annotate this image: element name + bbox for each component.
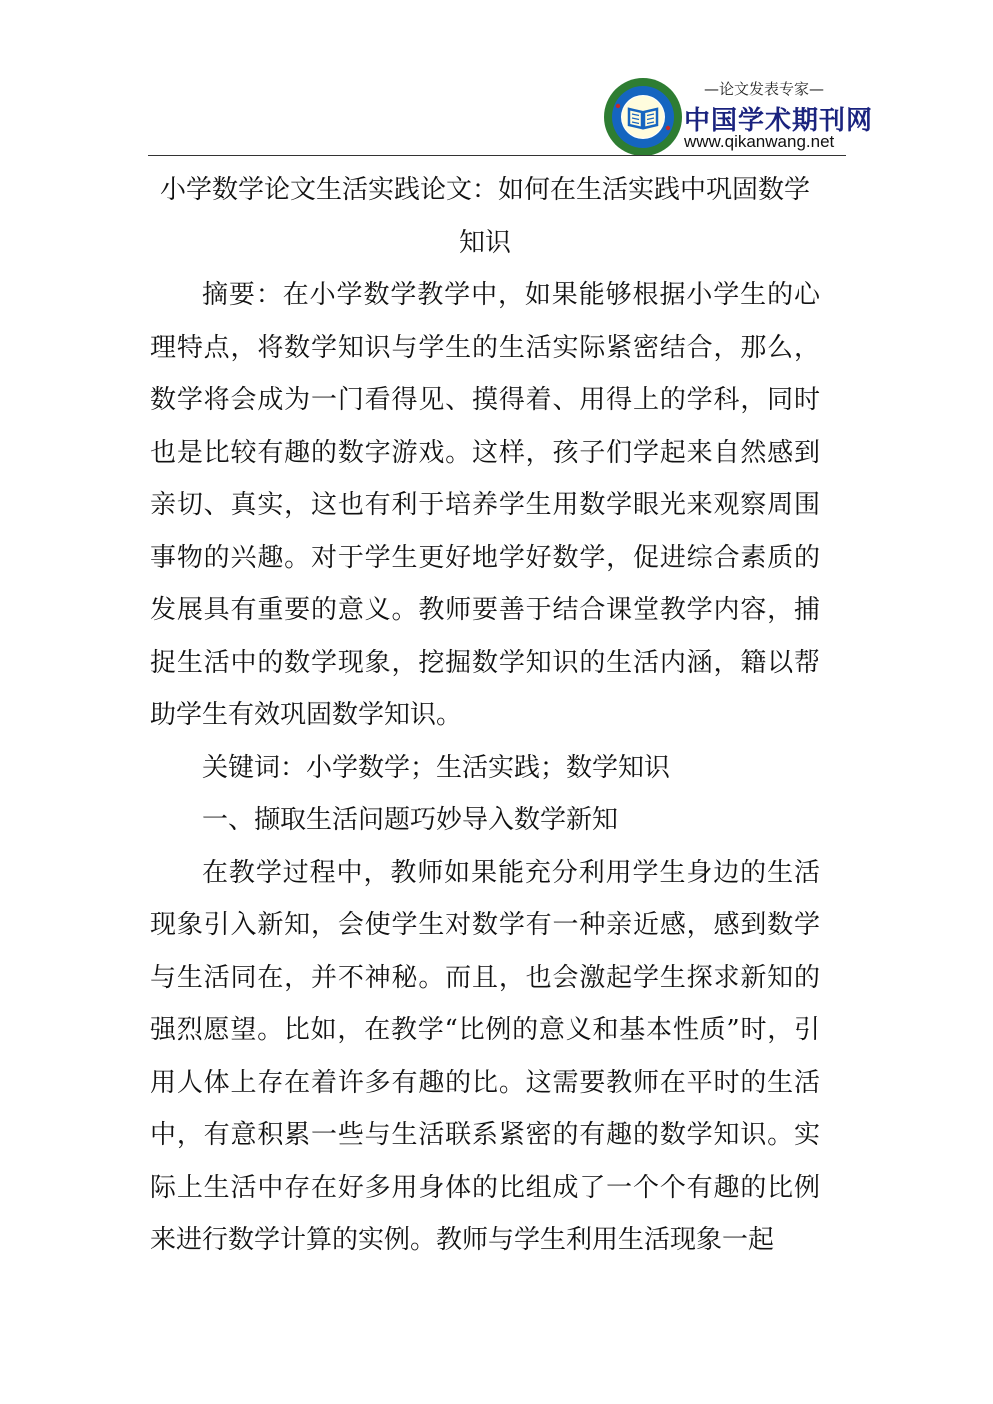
document-title: 小学数学论文生活实践论文：如何在生活实践中巩固数学知识	[159, 175, 810, 258]
logo-brand-url: www.qikanwang.net	[684, 132, 835, 151]
body-paragraph: 在教学过程中，教师如果能充分利用学生身边的生活现象引入新知，会使学生对数学有一种亲近感，感到数学与生活同在，并不神秘。而且，也会激起学生探求新知的强烈愿望。比如，在教学“比例的意义和基本性质”时，引用人体上存在着许多有趣的比。这需要教师在平时的生活中，有意积累一些与生活联系紧密的有趣的数学知识。实际上生活中存在好多用身体的比组成了一个个有趣的比例来进行数学计算的实例。教师与学生利用生活现象一起	[150, 857, 820, 1255]
logo-brand-name: 中国学术期刊网	[684, 106, 874, 136]
abstract-paragraph: 摘要：在小学数学教学中，如果能够根据小学生的心理特点，将数学知识与学生的生活实际紧密结合，那么，数学将会成为一门看得见、摸得着、用得上的学科，同时也是比较有趣的数字游戏。这样，孩子们学起来自然感到亲切、真实，这也有利于培养学生用数学眼光来观察周围事物的兴趣。对于学生更好地学好数学，促进综合素质的发展具有重要的意义。教师要善于结合课堂教学内容，捕捉生活中的数学现象，挖掘数学知识的生活内涵，籍以帮助学生有效巩固数学知识。	[150, 280, 820, 730]
site-logo	[602, 76, 874, 152]
logo-tagline: —论文发表专家—	[704, 80, 825, 98]
header-divider	[148, 155, 846, 156]
document-body	[150, 164, 820, 1267]
keywords-paragraph: 关键词：小学数学；生活实践；数学知识	[202, 752, 671, 783]
section-heading: 一、撷取生活问题巧妙导入数学新知	[202, 805, 619, 835]
logo-emblem-icon	[602, 76, 684, 158]
